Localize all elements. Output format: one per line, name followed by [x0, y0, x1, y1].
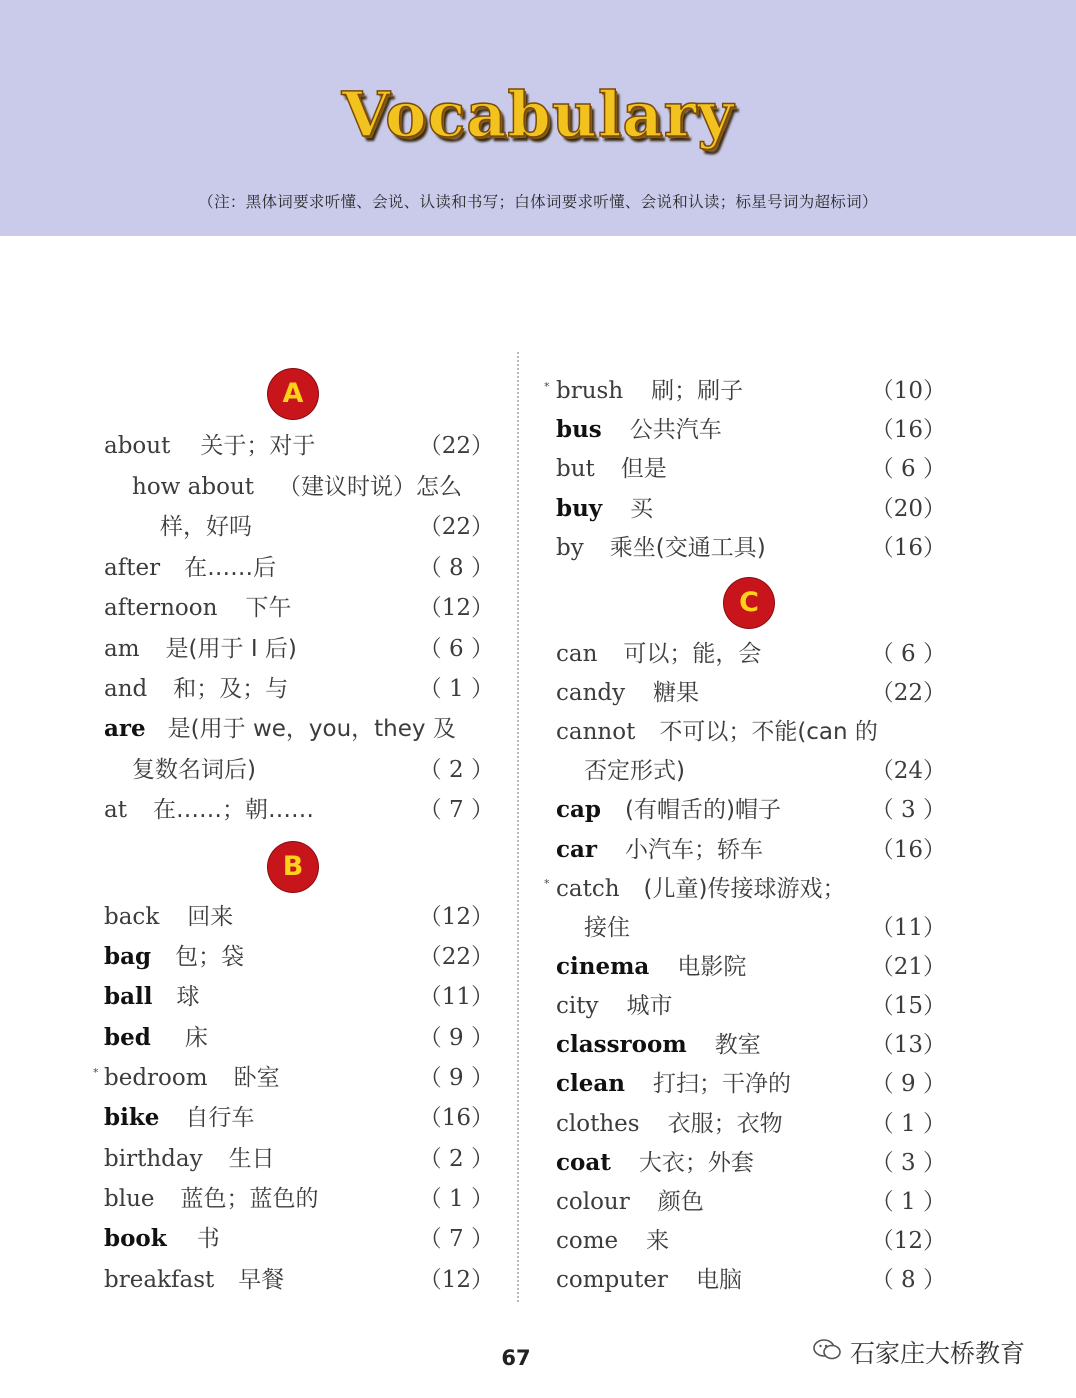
- entry-but: [556, 449, 667, 489]
- entry-word: cap: [556, 796, 601, 823]
- entry-meaning: 电影院: [677, 954, 747, 980]
- entry-word: clean: [556, 1070, 625, 1097]
- entry-colour: [556, 1182, 704, 1222]
- entry-meaning: 糖果: [653, 680, 700, 706]
- entry-meaning: 是(用于 we，you，they 及: [167, 716, 456, 742]
- entry-afternoon: [104, 588, 291, 628]
- superstandard-star: *: [544, 877, 550, 890]
- entry-buy: [556, 489, 653, 529]
- entry-meaning: 可以；能，会: [623, 641, 762, 667]
- superstandard-star: *: [544, 380, 550, 393]
- entry-meaning: (儿童)传接球游戏；: [643, 876, 846, 902]
- entry-are: [104, 709, 456, 749]
- entry-page: （ 2 ）: [418, 757, 494, 783]
- entry-page: （ 9 ）: [870, 1071, 946, 1097]
- entry-word: bus: [556, 416, 602, 443]
- entry-clean: [556, 1064, 791, 1104]
- entry-page: （12）: [418, 1267, 494, 1293]
- entry-word: candy: [556, 680, 626, 706]
- entry-page: （12）: [870, 1228, 946, 1254]
- entry-meaning: 城市: [626, 993, 673, 1019]
- entry-meaning: 回来: [187, 904, 234, 930]
- entry-page: （10）: [870, 378, 946, 404]
- entry-page: （11）: [418, 984, 494, 1010]
- entry-meaning: （建议时说）怎么: [278, 474, 462, 500]
- page-number: 67: [501, 1346, 531, 1370]
- entry-word: bike: [104, 1104, 160, 1131]
- entry-book: [104, 1219, 220, 1259]
- entry-page: （ 1 ）: [870, 1189, 946, 1215]
- entry-meaning: 床: [184, 1025, 208, 1051]
- entry-word: bag: [104, 943, 152, 970]
- entry-by: [556, 528, 766, 568]
- entry-page: （20）: [870, 496, 946, 522]
- entry-word: city: [556, 993, 599, 1019]
- entry-word: colour: [556, 1189, 630, 1215]
- entry-meaning: 来: [646, 1228, 670, 1254]
- entry-candy: [556, 673, 699, 713]
- entry-meaning: 卧室: [233, 1065, 280, 1091]
- section-badge-a: A: [268, 369, 318, 419]
- column-divider: [517, 352, 519, 1302]
- entry-page: （16）: [870, 417, 946, 443]
- entry-word: and: [104, 676, 148, 702]
- entry-meaning: 蓝色；蓝色的: [180, 1186, 319, 1212]
- entry-page: （11）: [870, 915, 946, 941]
- entry-page: （22）: [418, 433, 494, 459]
- entry-meaning: 书: [196, 1226, 220, 1252]
- entry-page: （ 1 ）: [418, 1186, 494, 1212]
- entry-meaning-continued: 复数名词后): [132, 757, 256, 783]
- entry-page: （22）: [870, 680, 946, 706]
- entry-word: clothes: [556, 1111, 640, 1137]
- entry-word: how about: [132, 474, 254, 500]
- entry-word: computer: [556, 1267, 668, 1293]
- entry-am: [104, 629, 297, 669]
- entry-meaning: 早餐: [238, 1267, 285, 1293]
- entry-meaning: 自行车: [185, 1105, 255, 1131]
- entry-meaning: 不可以；不能(can 的: [659, 719, 878, 745]
- entry-at: [104, 790, 314, 830]
- entry-and: [104, 669, 288, 709]
- entry-how-about: [132, 467, 462, 507]
- entry-meaning: (有帽舌的)帽子: [625, 797, 781, 823]
- entry-word: but: [556, 456, 595, 482]
- entry-meaning: 下午: [245, 595, 292, 621]
- entry-meaning: 大衣；外套: [638, 1150, 754, 1176]
- entry-meaning: 包；袋: [175, 944, 245, 970]
- entry-word: can: [556, 641, 598, 667]
- entry-word: cinema: [556, 953, 650, 980]
- entry-meaning: 和；及；与: [173, 676, 289, 702]
- entry-meaning: 刷；刷子: [651, 378, 744, 404]
- entry-bed: [104, 1018, 208, 1058]
- section-badge-c: C: [724, 578, 774, 628]
- entry-clothes: [556, 1104, 783, 1144]
- entry-word: bedroom: [104, 1065, 208, 1091]
- entry-classroom: [556, 1025, 761, 1065]
- entry-page: （ 6 ）: [418, 636, 494, 662]
- entry-meaning: 生日: [228, 1146, 275, 1172]
- wechat-icon: [812, 1335, 842, 1375]
- entry-come: [556, 1221, 669, 1261]
- entry-meaning: 在……后: [184, 555, 277, 581]
- entry-page: （ 1 ）: [870, 1111, 946, 1137]
- entry-catch-cont: [584, 908, 630, 948]
- entry-page: （21）: [870, 954, 946, 980]
- entry-meaning: 小汽车；轿车: [625, 837, 764, 863]
- entry-city: [556, 986, 672, 1026]
- entry-word: at: [104, 797, 127, 823]
- page-title: Vocabulary: [341, 78, 735, 151]
- entry-cannot-cont: [584, 751, 685, 791]
- entry-meaning-continued: 否定形式): [584, 758, 685, 784]
- entry-page: （12）: [418, 904, 494, 930]
- watermark: [812, 1334, 1025, 1374]
- entry-page: （ 7 ）: [418, 797, 494, 823]
- entry-word: about: [104, 433, 171, 459]
- entry-word: coat: [556, 1149, 611, 1176]
- entry-meaning: 乘坐(交通工具): [609, 535, 766, 561]
- entry-page: （ 6 ）: [870, 641, 946, 667]
- entry-bag: [104, 937, 244, 977]
- entry-page: （16）: [870, 837, 946, 863]
- entry-word: bed: [104, 1024, 151, 1051]
- entry-word: book: [104, 1225, 167, 1252]
- entry-page: （ 2 ）: [418, 1146, 494, 1172]
- entry-meaning: 电脑: [695, 1267, 742, 1293]
- superstandard-star: *: [93, 1066, 99, 1079]
- entry-meaning: 关于；对于: [200, 433, 316, 459]
- entry-word: car: [556, 836, 598, 863]
- entry-page: （ 6 ）: [870, 456, 946, 482]
- entry-page: （13）: [870, 1032, 946, 1058]
- entry-word: afternoon: [104, 595, 218, 621]
- entry-meaning: 买: [630, 496, 654, 522]
- usage-note: （注：黑体词要求听懂、会说、认读和书写；白体词要求听懂、会说和认读；标星号词为超标词）: [198, 193, 878, 211]
- entry-meaning: 衣服；衣物: [667, 1111, 783, 1137]
- entry-page: （22）: [418, 514, 494, 540]
- entry-word: am: [104, 636, 140, 662]
- entry-bike: [104, 1098, 254, 1138]
- entry-meaning: 颜色: [657, 1189, 704, 1215]
- entry-meaning: 打扫；干净的: [653, 1071, 791, 1097]
- entry-ball: [104, 977, 199, 1017]
- entry-page: （ 8 ）: [870, 1267, 946, 1293]
- entry-cap: [556, 790, 781, 830]
- entry-meaning: 是(用于 I 后): [165, 636, 297, 662]
- entry-page: （ 9 ）: [418, 1065, 494, 1091]
- entry-page: （ 8 ）: [418, 555, 494, 581]
- entry-bedroom: [104, 1058, 280, 1098]
- entry-after: [104, 548, 276, 588]
- entry-cinema: [556, 947, 746, 987]
- entry-page: （ 3 ）: [870, 797, 946, 823]
- entry-word: catch: [556, 876, 620, 902]
- watermark-text: 石家庄大桥教育: [850, 1339, 1026, 1368]
- entry-back: [104, 897, 233, 937]
- entry-page: （22）: [418, 944, 494, 970]
- entry-how-about-cont: [160, 507, 252, 547]
- entry-word: come: [556, 1228, 619, 1254]
- entry-meaning: 球: [176, 984, 200, 1010]
- entry-word: buy: [556, 495, 603, 522]
- entry-page: （ 7 ）: [418, 1226, 494, 1252]
- entry-meaning-continued: 样，好吗: [160, 514, 252, 540]
- entry-page: （15）: [870, 993, 946, 1019]
- entry-page: （ 1 ）: [418, 676, 494, 702]
- entry-page: （16）: [870, 535, 946, 561]
- entry-meaning: 教室: [714, 1032, 761, 1058]
- entry-meaning: 公共汽车: [629, 417, 722, 443]
- entry-car: [556, 830, 763, 870]
- entry-word: breakfast: [104, 1267, 215, 1293]
- entry-word: are: [104, 715, 146, 742]
- entry-word: cannot: [556, 719, 636, 745]
- entry-word: classroom: [556, 1031, 687, 1058]
- entry-word: ball: [104, 983, 153, 1010]
- section-badge-b: B: [268, 842, 318, 892]
- entry-breakfast: [104, 1260, 284, 1300]
- entry-catch: [556, 869, 845, 909]
- entry-are-cont: [132, 750, 256, 790]
- entry-meaning-continued: 接住: [584, 915, 630, 941]
- entry-word: by: [556, 535, 584, 561]
- entry-word: back: [104, 904, 160, 930]
- entry-blue: [104, 1179, 319, 1219]
- entry-page: （16）: [418, 1105, 494, 1131]
- entry-brush: [556, 371, 743, 411]
- entry-about: [104, 426, 315, 466]
- entry-page: （24）: [870, 758, 946, 784]
- entry-word: birthday: [104, 1146, 203, 1172]
- entry-meaning: 但是: [620, 456, 667, 482]
- entry-word: after: [104, 555, 161, 581]
- entry-word: blue: [104, 1186, 155, 1212]
- entry-birthday: [104, 1139, 275, 1179]
- entry-can: [556, 634, 761, 674]
- entry-cannot: [556, 712, 878, 752]
- entry-coat: [556, 1143, 754, 1183]
- entry-bus: [556, 410, 722, 450]
- entry-page: （ 9 ）: [418, 1025, 494, 1051]
- entry-page: （ 3 ）: [870, 1150, 946, 1176]
- entry-word: brush: [556, 378, 624, 404]
- entry-computer: [556, 1260, 742, 1300]
- entry-page: （12）: [418, 595, 494, 621]
- entry-meaning: 在……；朝……: [152, 797, 314, 823]
